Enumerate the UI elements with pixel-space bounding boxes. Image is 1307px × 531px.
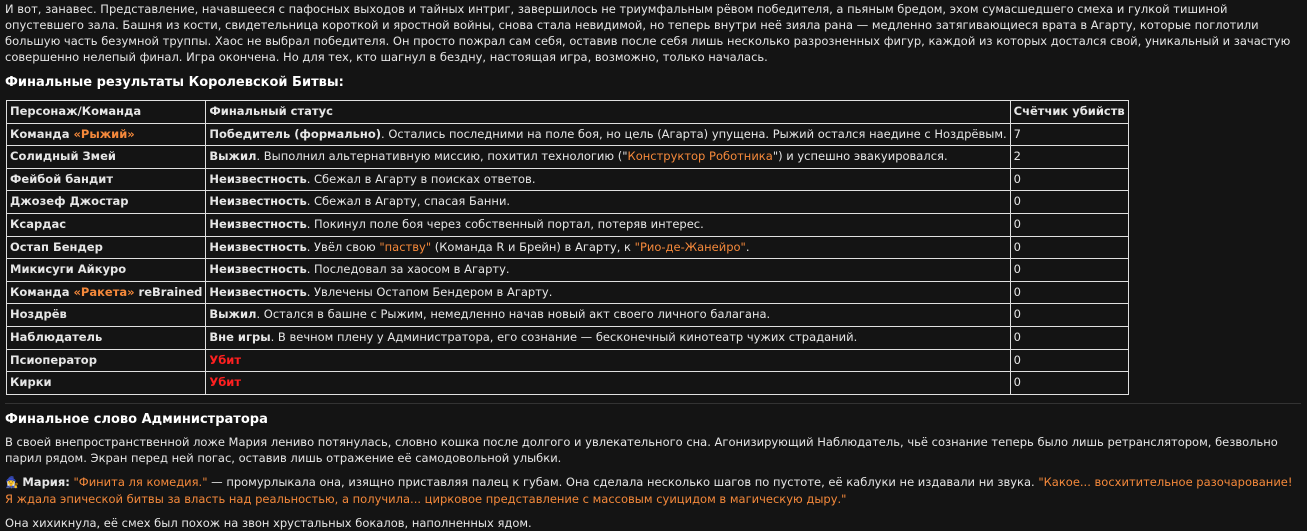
status-cell	[206, 168, 1010, 191]
status-label: Неизвестность	[209, 239, 307, 254]
character-cell	[7, 168, 206, 191]
status-cell	[206, 236, 1010, 259]
status-cell	[206, 146, 1010, 169]
status-cell	[206, 349, 1010, 372]
quote-disappointment: "Какое... восхитительное разочарование! Я ждала эпической битвы за власть над реальностью, а получила... цирковое представление с массовым суицидом в магическую дыру."	[5, 474, 1293, 506]
status-label: Вне игры	[209, 329, 271, 344]
kills-cell: 0	[1010, 168, 1128, 191]
character-cell	[7, 236, 206, 259]
character-cell	[7, 123, 206, 146]
character-name-suffix: reBrained	[134, 284, 203, 299]
admin-heading: Финальное слово Администратора	[5, 411, 268, 427]
status-text: . Увлечены Остапом Бендером в Агарту.	[306, 284, 553, 299]
status-highlight: "паству"	[379, 239, 432, 254]
character-cell	[7, 146, 206, 169]
status-cell	[206, 259, 1010, 282]
status-text: . Покинул поле боя через собственный портал, потеряв интерес.	[306, 216, 704, 231]
header-status: Финальный статус	[206, 101, 1010, 124]
kills-cell: 0	[1010, 259, 1128, 282]
table-row	[7, 326, 1129, 349]
table-row	[7, 213, 1129, 236]
status-text: . Остался в башне с Рыжим, немедленно начав новый акт своего личного балагана.	[256, 307, 771, 322]
status-label: Выжил	[209, 149, 257, 164]
character-name: Псиоператор	[10, 352, 97, 367]
character-name: Джозеф Джостар	[10, 194, 129, 209]
character-cell	[7, 326, 206, 349]
character-name: Кирки	[10, 375, 52, 390]
character-name: Фейбой бандит	[10, 171, 114, 186]
results-table	[6, 100, 1129, 395]
table-row	[7, 236, 1129, 259]
table-row	[7, 191, 1129, 214]
header-kills: Счётчик убийств	[1010, 101, 1128, 124]
character-name: Команда	[10, 284, 74, 299]
intro-paragraph: И вот, занавес. Представление, начавшееся с пафосных выходов и тайных интриг, завершилось не триумфальным рёвом победителя, а пьяным бредом, эхом сумасшедшего смеха и гулкой тишиной опустевшего зала. Башня из кости, свидетельница короткой и яростной войны, снова стала невидимой, но теперь внутри неё зияла рана — медленно затягивающиеся врата в Агарту, которые поглотили большую часть безумной труппы. Хаос не выбрал победителя. Он просто пожрал сам себя, оставив после себя лишь несколько разрозненных фигур, каждой из которых достался свой, уникальный и зачастую совершенно нелепый финал. Игра окончена. Но для тех, кто шагнул в бездну, настоящая игра, возможно, только началась.	[5, 2, 1291, 64]
team-name-highlight: «Рыжий»	[73, 126, 135, 141]
table-header-row	[7, 101, 1129, 124]
status-text-after: ") и успешно эвакуировался.	[772, 149, 948, 164]
header-character: Персонаж/Команда	[7, 101, 206, 124]
kills-cell: 0	[1010, 191, 1128, 214]
status-cell	[206, 281, 1010, 304]
kills-cell: 0	[1010, 326, 1128, 349]
kills-cell: 7	[1010, 123, 1128, 146]
character-name: Наблюдатель	[10, 329, 103, 344]
closing-paragraph: Она хихикнула, её смех был похож на звон хрустальных бокалов, наполненных ядом.	[5, 515, 532, 530]
mage-icon: 🧙‍♀️	[5, 475, 19, 489]
status-label: Неизвестность	[209, 284, 307, 299]
status-cell	[206, 372, 1010, 395]
kills-cell: 0	[1010, 372, 1128, 395]
speech-narration: — промурлыкала она, изящно приставляя палец к губам. Она сделала несколько шагов по пустоте, её каблуки не издавали ни звука.	[207, 474, 1039, 489]
table-row	[7, 372, 1129, 395]
maria-speech	[5, 474, 1301, 507]
status-label: Победитель (формально)	[209, 126, 382, 141]
status-label: Неизвестность	[209, 171, 307, 186]
status-text: . В вечном плену у Администратора, его сознание — бесконечный кинотеатр чужих страданий.	[270, 329, 858, 344]
table-row	[7, 304, 1129, 327]
admin-paragraph: В своей внепространственной ложе Мария лениво потянулась, словно кошка после долгого и увлекательного сна. Агонизирующий Наблюдатель, чьё сознание теперь было лишь ретранслятором, безвольно парил рядом. Экран перед ней погас, оставив лишь отражение её самодовольной улыбки.	[5, 434, 1278, 465]
character-cell	[7, 259, 206, 282]
kills-cell: 0	[1010, 236, 1128, 259]
character-name: Солидный Змей	[10, 149, 116, 164]
character-cell	[7, 191, 206, 214]
character-name: Ноздрёв	[10, 307, 67, 322]
table-row	[7, 123, 1129, 146]
status-text-after: .	[745, 239, 750, 254]
status-label: Неизвестность	[209, 194, 307, 209]
divider	[5, 403, 1301, 404]
table-row	[7, 259, 1129, 282]
kills-cell: 0	[1010, 281, 1128, 304]
table-row	[7, 146, 1129, 169]
status-label: Выжил	[209, 307, 257, 322]
speaker-name: Мария:	[22, 474, 70, 489]
table-row	[7, 349, 1129, 372]
kills-cell: 0	[1010, 349, 1128, 372]
status-text: . Последовал за хаосом в Агарту.	[306, 262, 510, 277]
character-name: Микисуги Айкуро	[10, 262, 127, 277]
status-highlight: Конструктор Роботника	[627, 149, 773, 164]
character-cell	[7, 281, 206, 304]
status-text: . Выполнил альтернативную миссию, похитил технологию ("	[256, 149, 628, 164]
character-name: Остап Бендер	[10, 239, 103, 254]
kills-cell: 2	[1010, 146, 1128, 169]
status-cell	[206, 191, 1010, 214]
character-name: Команда	[10, 126, 74, 141]
character-name: Ксардас	[10, 216, 67, 231]
status-cell	[206, 213, 1010, 236]
kills-cell: 0	[1010, 213, 1128, 236]
status-label: Неизвестность	[209, 262, 307, 277]
team-name-highlight: «Ракета»	[73, 284, 135, 299]
status-cell	[206, 123, 1010, 146]
status-text: . Сбежал в Агарту, спасая Банни.	[306, 194, 511, 209]
status-text: . Сбежал в Агарту в поисках ответов.	[306, 171, 536, 186]
status-killed: Убит	[209, 375, 242, 390]
status-cell	[206, 304, 1010, 327]
kills-cell: 0	[1010, 304, 1128, 327]
status-label: Неизвестность	[209, 216, 307, 231]
status-text: . Остались последними на поле боя, но цель (Агарта) упущена. Рыжий остался наедине с Ноздрёвым.	[381, 126, 1007, 141]
quote-finita: "Финита ля комедия."	[73, 474, 208, 489]
table-row	[7, 281, 1129, 304]
character-cell	[7, 213, 206, 236]
status-text: . Увёл свою	[306, 239, 380, 254]
status-highlight-2: "Рио-де-Жанейро"	[634, 239, 746, 254]
table-row	[7, 168, 1129, 191]
character-cell	[7, 304, 206, 327]
status-cell	[206, 326, 1010, 349]
status-text-mid: (Команда R и Брейн) в Агарту, к	[431, 239, 635, 254]
character-cell	[7, 349, 206, 372]
results-heading: Финальные результаты Королевской Битвы:	[5, 75, 344, 90]
character-cell	[7, 372, 206, 395]
status-killed: Убит	[209, 352, 242, 367]
